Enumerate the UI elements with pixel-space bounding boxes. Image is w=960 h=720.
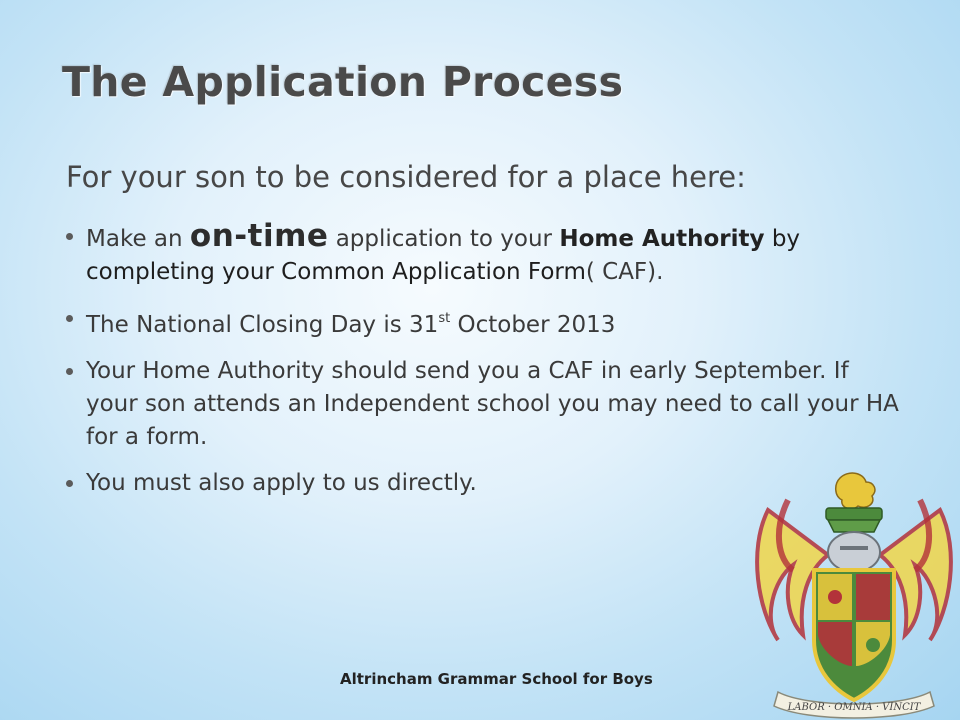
bullet-text: ( CAF). [585,259,664,285]
bullet-text: October 2013 [450,312,616,338]
bullet-dot-icon [66,315,73,322]
bullet-text: Make an [86,226,190,252]
bullet-text: You must also apply to us directly. [86,470,477,496]
footer-school-name: Altrincham Grammar School for Boys [340,670,653,688]
bullet-text: Your Home Authority should send you a CAF in early September. If your son attends an Independent school you may need to call your HA for a form. [86,358,899,450]
school-crest-icon [748,470,960,720]
superscript: st [438,311,451,326]
slide-title: The Application Process [62,58,624,106]
bullet-item-caf [66,355,906,454]
bullet-dot-icon [66,233,73,240]
bullet-dot-icon [66,368,73,375]
bullet-item-closing-day [66,302,906,342]
crest-motto: LABOR · OMNIA · VINCIT [787,702,921,713]
emphasis-text: on-time [189,218,329,254]
bold-text: Home Authority [559,226,765,252]
intro-text: For your son to be considered for a place here: [66,160,746,194]
bullet-dot-icon [66,480,73,487]
bullet-text: application to your [328,226,560,252]
bullet-text: by completing your Common Application Form [86,226,801,285]
bullet-item-on-time [66,220,906,289]
bullet-text: The National Closing Day is 31 [86,312,439,338]
